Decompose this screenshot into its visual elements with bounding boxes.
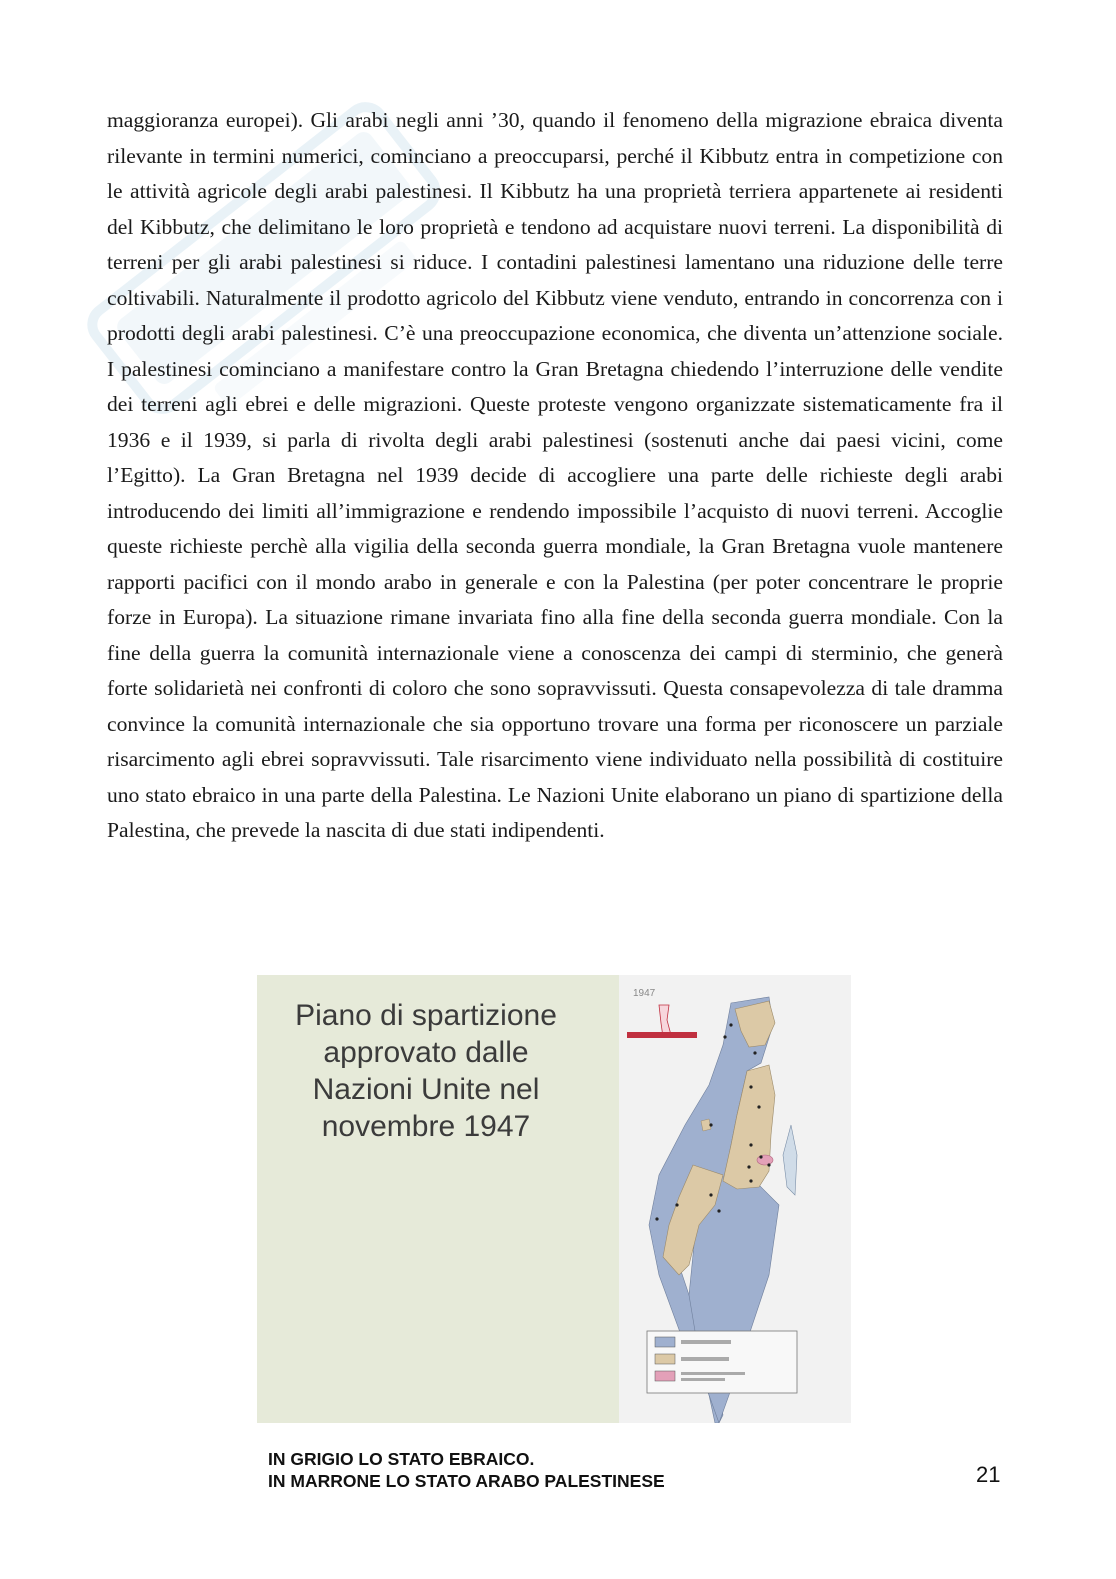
caption-line: IN MARRONE LO STATO ARABO PALESTINESE (268, 1471, 665, 1491)
body-paragraph: maggioranza europei). Gli arabi negli anni ’30, quando il fenomeno della migrazione ebraica diventa rilevante in termini numerici, cominciano a preoccuparsi, perché il Kibbutz entra in competizione con le attività agricole degli arabi palestinesi. Il Kibbutz ha una proprietà terriera appartenete ai residenti del Kibbutz, che delimitano le loro proprietà e tendono ad acquistare nuovi terreni. La disponibilità di terreni per gli arabi palestinesi si riduce. I contadini palestinesi lamentano una riduzione delle terre coltivabili. Naturalmente il prodotto agricolo del Kibbutz viene venduto, entrando in concorrenza con i prodotti degli arabi palestinesi. C’è una preoccupazione economica, che diventa un’attenzione sociale. I palestinesi cominciano a manifestare contro la Gran Bretagna chiedendo l’interruzione delle vendite dei terreni agli ebrei e delle migrazioni. Queste proteste vengono organizzate sistematicamente fra il 1936 e il 1939, si parla di rivolta degli arabi palestinesi (sostenuti anche dai paesi vicini, come l’Egitto). La Gran Bretagna nel 1939 decide di accogliere una parte delle richieste degli arabi introducendo dei limiti all’immigrazione e rendendo impossibile l’acquisto di nuovi terreni. Accoglie queste richieste perchè alla vigilia della seconda guerra mondiale, la Gran Bretagna vuole mantenere rapporti pacifici con il mondo arabo in generale e con la Palestina (per poter concentrare le proprie forze in Europa). La situazione rimane invariata fino alla fine della seconda guerra mondiale. Con la fine della guerra la comunità internazionale viene a conoscenza dei campi di sterminio, che generà forte solidarietà nei confronti di coloro che sono sopravvissuti. Questa consapevolezza di tale dramma convince la comunità internazionale che sia opportuno trovare una forma per riconoscere un parziale risarcimento agli ebrei sopravvissuti. Tale risarcimento viene individuato nella possibilità di costituire uno stato ebraico in una parte della Palestina. Le Nazioni Unite elaborano un piano di spartizione della Palestina, che prevede la nascita di due stati indipendenti. (107, 108, 1003, 842)
figure-title-line: Nazioni Unite nel (312, 1073, 540, 1106)
legend-text-arab (681, 1357, 729, 1361)
figure-title-line: Piano di spartizione (295, 999, 557, 1032)
figure-caption (268, 1448, 665, 1492)
legend-text-international (681, 1372, 745, 1375)
figure-title-line: approvato dalle (323, 1036, 529, 1069)
legend-text-jewish (681, 1340, 731, 1344)
figure-title (257, 997, 595, 1145)
partition-plan-figure (257, 975, 851, 1423)
map-year: 1947 (633, 988, 656, 999)
map-legend (647, 1331, 797, 1393)
legend-swatch-international (655, 1371, 675, 1381)
figure-title-line: novembre 1947 (321, 1110, 531, 1143)
caption-line: IN GRIGIO LO STATO EBRAICO. (268, 1449, 535, 1469)
jerusalem-international-zone (757, 1155, 773, 1165)
legend-swatch-arab (655, 1354, 675, 1364)
page-number: 21 (976, 1462, 1001, 1487)
legend-swatch-jewish (655, 1337, 675, 1347)
partition-map (619, 975, 851, 1423)
